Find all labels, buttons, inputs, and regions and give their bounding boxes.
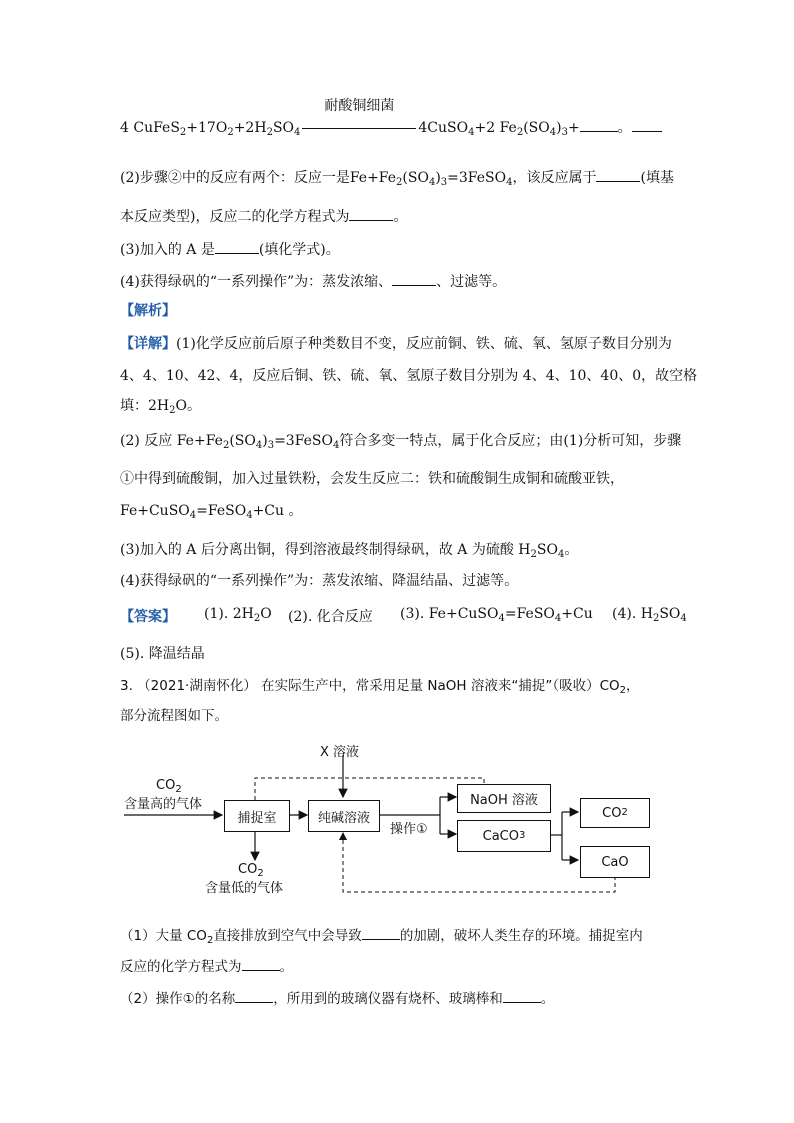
question-3-intro-2: 部分流程图如下。 xyxy=(120,708,228,724)
eq-sub: 4 xyxy=(294,127,301,138)
detail-text: ) xyxy=(262,433,268,449)
detail-sub: 2 xyxy=(169,405,176,416)
q-text: 直接排放到空气中会导致 xyxy=(213,928,362,944)
q-sub: 4 xyxy=(428,177,436,188)
detail-sub: 4 xyxy=(333,440,340,451)
q-sub: 4 xyxy=(506,177,513,188)
ans-text: (1). 2H xyxy=(204,606,254,622)
detail-text: =FeSO xyxy=(196,503,247,519)
answer-5: (5). 降温结晶 xyxy=(120,646,205,662)
eq-text: + xyxy=(567,120,580,136)
ans-sub: 4 xyxy=(680,613,687,624)
box-text: CaCO xyxy=(482,828,519,844)
naoh-solution-box: NaOH 溶液 xyxy=(457,784,551,813)
detail-sub: 4 xyxy=(189,510,197,521)
detail-text: 符合多变一特点，属于化合反应；由(1)分析可知，步骤 xyxy=(339,433,682,449)
operation-label: 操作① xyxy=(390,822,428,837)
q-sub: 2 xyxy=(206,935,214,946)
ans-sub: 2 xyxy=(652,613,660,624)
ans-text: (3). Fe+CuSO xyxy=(400,606,499,622)
ans-text: =FeSO xyxy=(504,606,555,622)
label-sub: 2 xyxy=(175,784,182,795)
q-text: 。 xyxy=(540,991,555,1007)
q-text: 。 xyxy=(279,959,293,975)
eq-text: +2H xyxy=(233,120,267,136)
analysis-heading: 【解析】 xyxy=(120,303,176,319)
q-text: ， xyxy=(626,678,640,694)
ans-text: SO xyxy=(659,606,681,622)
answer-blank[interactable] xyxy=(362,927,400,940)
detail-text: 。 xyxy=(564,542,579,558)
q-sub: 2 xyxy=(396,177,403,188)
detail-text: +Cu 。 xyxy=(252,503,303,519)
q-text: 反应的化学方程式为 xyxy=(120,959,242,975)
condition-label: 耐酸铜细菌 xyxy=(324,98,395,114)
eq-sub: 2 xyxy=(179,127,187,138)
ans-text: +Cu xyxy=(561,606,593,622)
eq-sub: 4 xyxy=(468,127,475,138)
eq-sub: 3 xyxy=(561,127,568,138)
q-text: ) xyxy=(435,170,441,186)
detail-line2: 4、4、10、42、4，反应后铜、铁、硫、氧、氢原子数目分别为 4、4、10、40、0，故空格 xyxy=(120,368,698,384)
detail-sub: 2 xyxy=(222,440,230,451)
answer-blank[interactable] xyxy=(235,990,273,1003)
label-sub: 2 xyxy=(257,868,264,879)
detail-heading: 【详解】 xyxy=(120,336,176,352)
cao-box: CaO xyxy=(580,846,650,878)
sub-question-2 xyxy=(120,989,554,1009)
eq-sub: 2 xyxy=(227,127,234,138)
detail-text: O。 xyxy=(175,398,201,414)
q-text: （1）大量 CO xyxy=(120,928,207,944)
eq-text: 4CuSO xyxy=(418,120,469,136)
eq-text: SO xyxy=(272,120,295,136)
detail-text: 填：2H xyxy=(120,398,170,414)
detail-sub: 4 xyxy=(255,440,263,451)
detail-line5: ①中得到硫酸铜，加入过量铁粉，会发生反应二：铁和硫酸铜生成铜和硫酸亚铁， xyxy=(120,471,624,487)
sub-question-1 xyxy=(120,926,643,946)
eq-text: 4 CuFeS xyxy=(120,120,180,136)
q-text: ，该反应属于 xyxy=(512,170,597,186)
q-sub: 2 xyxy=(619,685,627,696)
q-text: (4)获得绿矾的“一系列操作”为：蒸发浓缩、 xyxy=(120,274,393,290)
q-text: (2)步骤②中的反应有两个：反应一是Fe+Fe xyxy=(120,170,397,186)
eq-sub: 4 xyxy=(549,127,557,138)
caco3-box: CaCO 3 xyxy=(457,820,551,852)
q-text: 的加剧，破坏人类生存的环境。捕捉室内 xyxy=(399,928,643,944)
output-co2-label xyxy=(238,862,264,877)
ans-sub: 4 xyxy=(498,613,505,624)
detail-text: (SO xyxy=(229,433,256,449)
ans-text: O xyxy=(260,606,272,622)
answer-2: (2). 化合反应 xyxy=(288,609,373,625)
detail-text: (3)加入的 A 后分离出铜，得到溶液最终制得绿矾，故 A 为硫酸 H xyxy=(120,542,531,558)
q-text: 本反应类型)，反应二的化学方程式为 xyxy=(120,209,350,225)
q-text: (填化学式)。 xyxy=(258,242,340,258)
input-co2-label xyxy=(156,778,182,793)
q-text: (填基 xyxy=(640,170,674,186)
q-text: 、过滤等。 xyxy=(436,274,507,290)
box-text: CO xyxy=(602,805,622,821)
eq-text: (SO xyxy=(523,120,550,136)
label-text: CO xyxy=(238,862,258,877)
ans-sub: 4 xyxy=(554,613,562,624)
q-sub: 3 xyxy=(440,177,448,188)
detail-text: SO xyxy=(536,542,558,558)
co2-box: CO 2 xyxy=(580,798,650,828)
q-text: (3)加入的 A 是 xyxy=(120,242,215,258)
output-gas-label: 含量低的气体 xyxy=(205,881,284,896)
eq-text: +2 Fe xyxy=(474,120,517,136)
eq-text: ) xyxy=(556,120,562,136)
answer-heading: 【答案】 xyxy=(120,609,176,625)
ans-text: (4). H xyxy=(612,606,653,622)
ans-sub: 2 xyxy=(253,613,261,624)
q-text: 。 xyxy=(393,209,408,225)
q-text: (SO xyxy=(402,170,429,186)
detail-sub: 4 xyxy=(557,549,565,560)
q-text: 3. （2021·湖南怀化） 在实际生产中，常采用足量 NaOH 溶液来“捕捉”（吸收）CO xyxy=(120,678,620,694)
x-solution-label: X 溶液 xyxy=(320,745,360,760)
detail-sub: 2 xyxy=(530,549,537,560)
detail-sub: 4 xyxy=(246,510,253,521)
eq-text: 。 xyxy=(617,120,632,136)
answer-blank[interactable] xyxy=(242,958,280,971)
q-text: =3FeSO xyxy=(447,170,507,186)
sub-question-1-line2 xyxy=(120,957,293,977)
detail-sub: 3 xyxy=(267,440,275,451)
eq-sub: 2 xyxy=(516,127,524,138)
capture-chamber-box: 捕捉室 xyxy=(224,800,290,832)
detail-text: =3FeSO xyxy=(274,433,334,449)
detail-text: Fe+CuSO xyxy=(120,503,190,519)
label-text: CO xyxy=(156,778,176,793)
input-gas-label: 含量高的气体 xyxy=(124,797,203,812)
detail-text: (2) 反应 Fe+Fe xyxy=(120,433,223,449)
q-text: （2）操作①的名称 xyxy=(120,991,236,1007)
eq-text: +17O xyxy=(186,120,228,136)
q-text: ，所用到的玻璃仪器有烧杯、玻璃棒和 xyxy=(273,991,503,1007)
soda-solution-box: 纯碱溶液 xyxy=(308,800,380,832)
detail-line8: (4)获得绿矾的“一系列操作”为：蒸发浓缩、降温结晶、过滤等。 xyxy=(120,573,519,589)
eq-sub: 2 xyxy=(266,127,273,138)
answer-blank[interactable] xyxy=(503,990,541,1003)
detail-text: (1)化学反应前后原子种类数目不变，反应前铜、铁、硫、氧、氢原子数目分别为 xyxy=(176,336,672,352)
